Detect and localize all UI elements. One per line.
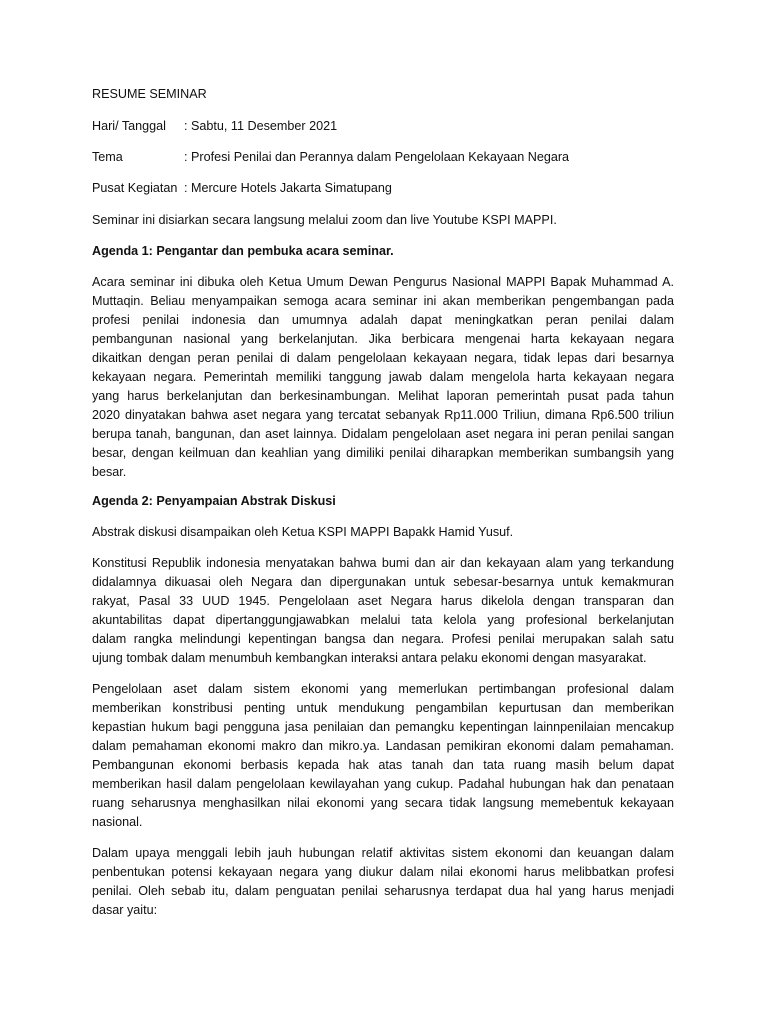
agenda2-intro: Abstrak diskusi disampaikan oleh Ketua KSPI MAPPI Bapakk Hamid Yusuf. (92, 525, 514, 539)
paragraph-line: memberikan hasil dalam pengelolaan kewilayahan yang cukup. Padahal hubungan hak dan penataan (92, 777, 674, 791)
paragraph-line: Dalam upaya menggali lebih jauh hubungan relatif aktivitas sistem ekonomi dan keuangan dalam (92, 846, 674, 860)
paragraph-line: 2020 dinyatakan bahwa aset negara yang tercatat sebanyak Rp11.000 Triliun, dimana Rp6.500 triliun (92, 408, 674, 422)
agenda1-heading: Agenda 1: Pengantar dan pembuka acara seminar. (92, 244, 394, 258)
document-title: RESUME SEMINAR (92, 87, 207, 101)
paragraph-line: profesi penilai indonesia dan umumnya adalah dapat meningkatkan peran penilai dalam (92, 313, 674, 327)
paragraph-line: Konstitusi Republik indonesia menyatakan bahwa bumi dan air dan kekayaan alam yang terkandung (92, 556, 674, 570)
meta-label: Hari/ Tanggal (92, 119, 166, 133)
paragraph-line: penilai. Oleh sebab itu, dalam penguatan penilai seharusnya terdapat dua hal yang harus menjadi (92, 884, 674, 898)
meta-value: : Mercure Hotels Jakarta Simatupang (184, 181, 392, 195)
paragraph-line: Pengelolaan aset dalam sistem ekonomi yang memerlukan pertimbangan profesional dalam (92, 682, 674, 696)
meta-row-theme (92, 150, 569, 164)
paragraph-line: berupa tanah, bangunan, dan aset lainnya. Didalam pengelolaan aset negara ini peran penilai sangan (92, 427, 674, 441)
paragraph-line: didalamnya dikuasai oleh Negara dan dipergunakan untuk sebesar-besarnya untuk kemakmuran (92, 575, 674, 589)
intro-text: Seminar ini disiarkan secara langsung melalui zoom dan live Youtube KSPI MAPPI. (92, 213, 557, 227)
paragraph-line: kekayaan negara. Pemerintah memiliki tanggung jawab dalam mengelola harta kekayaan negara (92, 370, 674, 384)
meta-value: : Sabtu, 11 Desember 2021 (184, 119, 338, 133)
paragraph-line: besar, dengan keilmuan dan keahlian yang dimiliki penilai diharapkan memberikan sumbangsih yang (92, 446, 674, 460)
paragraph-line: besar. (92, 465, 127, 479)
paragraph-line: nasional. (92, 815, 143, 829)
paragraph-line: Pembangunan ekonomi berbasis kepada hak atas tanah dan tata ruang masih belum dapat (92, 758, 674, 772)
meta-label: Pusat Kegiatan (92, 181, 178, 195)
meta-label: Tema (92, 150, 123, 164)
paragraph-line: dalam rangka melindungi kepentingan bangsa dan negara. Profesi penilai merupakan salah satu (92, 632, 674, 646)
paragraph-line: kepastian hukum bagi pengguna jasa penilaian dan pemangku kepentingan lainnpenilaian mencakup (92, 720, 674, 734)
meta-row-venue (92, 181, 392, 195)
paragraph-line: rakyat, Pasal 33 UUD 1945. Pengelolaan aset Negara harus dikelola dengan transparan dan (92, 594, 674, 608)
paragraph-line: ruang seharusnya menghasilkan nilai ekonomi yang secara tidak langsung memebentuk kekayaan (92, 796, 674, 810)
agenda2-heading: Agenda 2: Penyampaian Abstrak Diskusi (92, 494, 336, 508)
paragraph-line: akuntabilitas dapat dipertanggungjawabkan melalui tata kelola yang profesional berkelanjutan (92, 613, 674, 627)
paragraph-line: dalam pemahaman ekonomi makro dan mikro.ya. Landasan pemikiran ekonomi dalam pemahaman. (92, 739, 674, 753)
paragraph-line: penbentukan potensi kekayaan negara yang diukur dalam nilai ekonomi harus melibbatkan profesi (92, 865, 674, 879)
paragraph-line: memberikan konstribusi penting untuk mendukung pengambilan kepurtusan dan memberikan (92, 701, 674, 715)
paragraph-line: Muttaqin. Beliau menyampaikan semoga acara seminar ini akan memberikan pengembangan pada (92, 294, 674, 308)
paragraph-line: pembangunan nasional yang berkelanjutan. Jika berbicara mengenai harta kekayaan negara (92, 332, 674, 346)
paragraph-line: yang harus berkelanjutan dan berkesinambungan. Melihat laporan pemerintah pusat pada tahun (92, 389, 674, 403)
paragraph-line: ujung tombak dalam menumbuh kembangkan interaksi antara pelaku ekonomi dengan masyarakat. (92, 651, 647, 665)
paragraph-line: dikaitkan dengan peran penilai di dalam pengelolaan kekayaan negara, tidak lepas dari besarnya (92, 351, 674, 365)
paragraph-line: Acara seminar ini dibuka oleh Ketua Umum Dewan Pengurus Nasional MAPPI Bapak Muhammad A. (92, 275, 674, 289)
meta-row-date (92, 119, 337, 133)
meta-value: : Profesi Penilai dan Perannya dalam Pengelolaan Kekayaan Negara (184, 150, 570, 164)
paragraph-line: dasar yaitu: (92, 903, 158, 917)
